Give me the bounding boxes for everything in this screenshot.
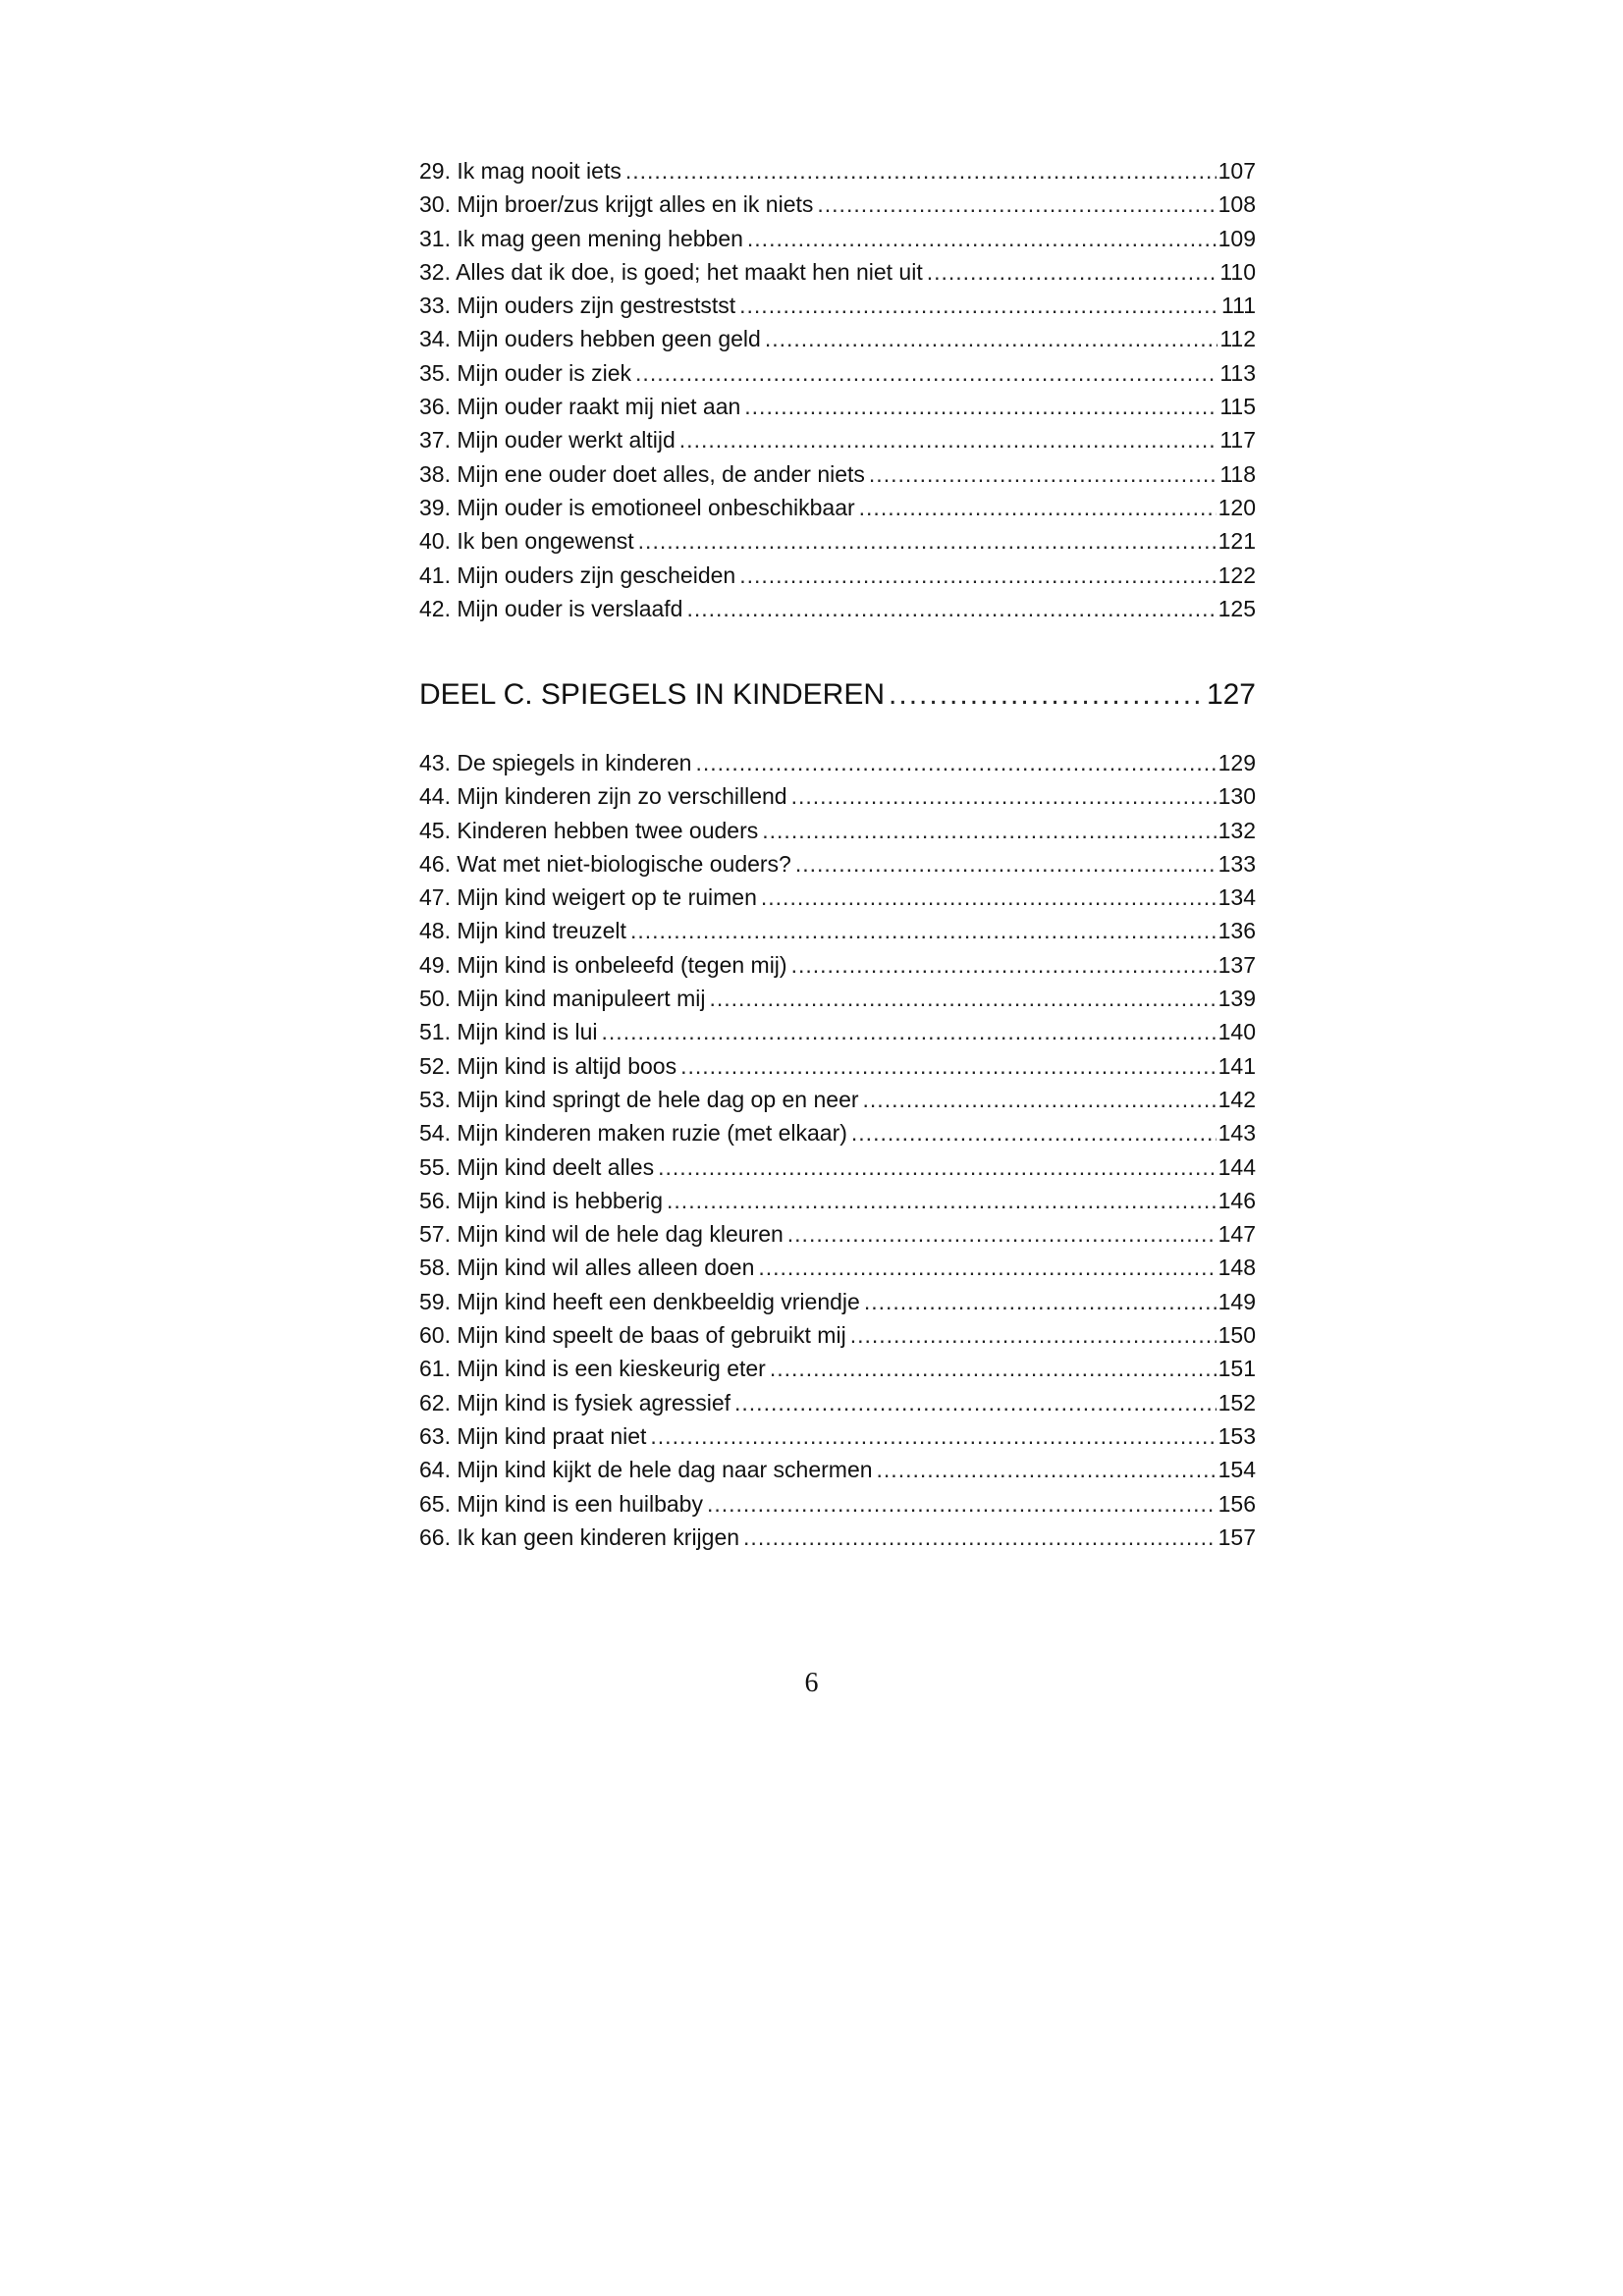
toc-entry[interactable] [419, 1285, 1256, 1318]
toc-entry-page: 151 [1217, 1356, 1256, 1382]
toc-entry-page: 132 [1217, 817, 1256, 843]
toc-entry-page: 117 [1219, 427, 1256, 454]
dot-leader [758, 1251, 1216, 1284]
dot-leader [734, 1386, 1217, 1419]
toc-entry-title: 47. Mijn kind weigert op te ruimen [419, 884, 757, 911]
toc-entry-title: 55. Mijn kind deelt alles [419, 1153, 655, 1180]
toc-entry-title: 33. Mijn ouders zijn gestreststst [419, 293, 736, 319]
dot-leader [739, 289, 1219, 322]
toc-list-part-b [419, 154, 1256, 625]
toc-entry-title: 31. Ik mag geen mening hebben [419, 225, 743, 251]
toc-entry[interactable] [419, 423, 1256, 456]
toc-entry[interactable] [419, 948, 1256, 982]
toc-entry-page: 152 [1217, 1389, 1256, 1415]
toc-entry[interactable] [419, 1521, 1256, 1554]
toc-entry[interactable] [419, 1487, 1256, 1521]
toc-entry-title: 48. Mijn kind treuzelt [419, 918, 626, 944]
toc-entry-page: 129 [1217, 750, 1256, 775]
dot-leader [667, 1184, 1217, 1217]
toc-entry-title: 30. Mijn broer/zus krijgt alles en ik niets [419, 191, 814, 218]
dot-leader [709, 982, 1216, 1015]
toc-entry-page: 130 [1217, 783, 1256, 810]
toc-entry-page: 125 [1217, 595, 1256, 621]
toc-entry[interactable] [419, 491, 1256, 524]
dot-leader [686, 592, 1216, 625]
dot-leader [877, 1453, 1217, 1486]
toc-entry-title: 51. Mijn kind is lui [419, 1019, 598, 1045]
toc-entry-title: 62. Mijn kind is fysiek agressief [419, 1389, 731, 1415]
dot-leader [770, 1352, 1217, 1385]
toc-entry-title: 42. Mijn ouder is verslaafd [419, 595, 683, 621]
page-number: 6 [804, 1668, 819, 1698]
toc-entry-title: 50. Mijn kind manipuleert mij [419, 986, 706, 1012]
dot-leader [602, 1015, 1217, 1048]
toc-entry-page: 157 [1217, 1523, 1256, 1550]
dot-leader [850, 1318, 1217, 1352]
toc-entry-page: 113 [1219, 359, 1256, 386]
dot-leader [791, 948, 1217, 982]
toc-entry-title: 60. Mijn kind speelt de baas of gebruikt mij [419, 1322, 846, 1349]
toc-list-part-c [419, 746, 1256, 1554]
dot-leader [658, 1150, 1217, 1184]
toc-entry-title: 45. Kinderen hebben twee ouders [419, 817, 759, 843]
dot-leader [695, 746, 1216, 779]
toc-entry-title: 46. Wat met niet-biologische ouders? [419, 850, 791, 877]
dot-leader [680, 1049, 1217, 1083]
toc-entry[interactable] [419, 779, 1256, 813]
toc-entry-page: 109 [1217, 225, 1256, 251]
toc-entry-title: 57. Mijn kind wil de hele dag kleuren [419, 1221, 784, 1248]
toc-entry-page: 144 [1217, 1153, 1256, 1180]
toc-entry-title: 53. Mijn kind springt de hele dag op en neer [419, 1086, 859, 1112]
toc-entry-title: 29. Ik mag nooit iets [419, 158, 622, 184]
dot-leader [791, 779, 1217, 813]
toc-entry-page: 154 [1217, 1457, 1256, 1483]
toc-entry[interactable] [419, 1083, 1256, 1116]
toc-entry[interactable] [419, 881, 1256, 914]
toc-entry[interactable] [419, 847, 1256, 881]
toc-entry[interactable] [419, 1419, 1256, 1453]
dot-leader [859, 491, 1217, 524]
toc-entry-title: 63. Mijn kind praat niet [419, 1422, 647, 1449]
dot-leader [707, 1487, 1217, 1521]
dot-leader [650, 1419, 1216, 1453]
dot-leader [869, 457, 1217, 491]
dot-leader [630, 914, 1217, 947]
section-heading-title: DEEL C. SPIEGELS IN KINDEREN [419, 678, 886, 711]
dot-leader [864, 1285, 1217, 1318]
toc-entry[interactable] [419, 1251, 1256, 1284]
toc-entry[interactable] [419, 1386, 1256, 1419]
toc-entry-title: 37. Mijn ouder werkt altijd [419, 427, 676, 454]
toc-entry-page: 142 [1217, 1086, 1256, 1112]
toc-entry-page: 140 [1217, 1019, 1256, 1045]
toc-entry[interactable] [419, 1116, 1256, 1149]
section-heading-page: 127 [1206, 678, 1256, 711]
toc-entry[interactable] [419, 356, 1256, 390]
toc-entry[interactable] [419, 457, 1256, 491]
dot-leader [787, 1217, 1217, 1251]
dot-leader [762, 814, 1216, 847]
toc-entry-page: 153 [1217, 1422, 1256, 1449]
toc-entry-title: 41. Mijn ouders zijn gescheiden [419, 561, 736, 588]
toc-entry-page: 107 [1217, 158, 1256, 184]
toc-entry-title: 66. Ik kan geen kinderen krijgen [419, 1523, 740, 1550]
toc-entry[interactable] [419, 559, 1256, 592]
toc-entry-page: 146 [1217, 1187, 1256, 1213]
toc-entry-page: 118 [1219, 460, 1256, 487]
toc-entry-title: 43. De spiegels in kinderen [419, 750, 692, 775]
toc-entry-title: 49. Mijn kind is onbeleefd (tegen mij) [419, 951, 787, 978]
toc-entry[interactable] [419, 1352, 1256, 1385]
toc-entry-title: 44. Mijn kinderen zijn zo verschillend [419, 783, 787, 810]
dot-leader [795, 847, 1217, 881]
toc-entry[interactable] [419, 814, 1256, 847]
toc-entry-page: 115 [1219, 394, 1256, 420]
toc-entry-page: 139 [1217, 986, 1256, 1012]
dot-leader [679, 423, 1218, 456]
toc-entry-title: 35. Mijn ouder is ziek [419, 359, 632, 386]
toc-entry-page: 121 [1217, 528, 1256, 555]
toc-entry-title: 65. Mijn kind is een huilbaby [419, 1490, 703, 1517]
toc-entry[interactable] [419, 154, 1256, 187]
toc-entry-page: 133 [1217, 850, 1256, 877]
toc-entry[interactable] [419, 390, 1256, 423]
dot-leader [747, 222, 1217, 255]
toc-entry[interactable] [419, 746, 1256, 779]
toc-entry[interactable] [419, 524, 1256, 558]
toc-entry-title: 52. Mijn kind is altijd boos [419, 1052, 677, 1079]
dot-leader [625, 154, 1217, 187]
toc-entry-page: 111 [1221, 293, 1256, 319]
toc-entry-page: 149 [1217, 1288, 1256, 1314]
toc-entry-page: 112 [1219, 326, 1256, 352]
toc-entry-page: 148 [1217, 1255, 1256, 1281]
toc-entry[interactable] [419, 1184, 1256, 1217]
toc-entry-title: 59. Mijn kind heeft een denkbeeldig vriendje [419, 1288, 860, 1314]
dot-leader [863, 1083, 1217, 1116]
toc-entry-page: 156 [1217, 1490, 1256, 1517]
toc-entry-page: 150 [1217, 1322, 1256, 1349]
dot-leader [889, 673, 1205, 717]
dot-leader [743, 1521, 1217, 1554]
toc-entry[interactable] [419, 187, 1256, 221]
dot-leader [635, 356, 1217, 390]
toc-entry-title: 64. Mijn kind kijkt de hele dag naar schermen [419, 1457, 873, 1483]
dot-leader [851, 1116, 1217, 1149]
toc-entry[interactable] [419, 1217, 1256, 1251]
toc-entry[interactable] [419, 592, 1256, 625]
toc-entry-title: 61. Mijn kind is een kieskeurig eter [419, 1356, 766, 1382]
dot-leader [817, 187, 1216, 221]
toc-entry-page: 137 [1217, 951, 1256, 978]
dot-leader [765, 322, 1218, 355]
toc-entry[interactable] [419, 222, 1256, 255]
toc-entry-page: 108 [1217, 191, 1256, 218]
dot-leader [638, 524, 1217, 558]
dot-leader [761, 881, 1217, 914]
toc-entry-page: 120 [1217, 494, 1256, 520]
toc-entry-title: 32. Alles dat ik doe, is goed; het maakt hen niet uit [419, 258, 923, 285]
toc-entry[interactable] [419, 1049, 1256, 1083]
section-heading-deel-c[interactable] [419, 673, 1256, 717]
toc-entry[interactable] [419, 1318, 1256, 1352]
toc-entry-title: 40. Ik ben ongewenst [419, 528, 634, 555]
toc-entry-title: 56. Mijn kind is hebberig [419, 1187, 664, 1213]
toc-entry[interactable] [419, 322, 1256, 355]
dot-leader [927, 255, 1218, 289]
toc-entry[interactable] [419, 914, 1256, 947]
toc-entry-page: 136 [1217, 918, 1256, 944]
toc-entry[interactable] [419, 982, 1256, 1015]
toc-entry[interactable] [419, 1150, 1256, 1184]
toc-entry-title: 54. Mijn kinderen maken ruzie (met elkaar) [419, 1120, 847, 1147]
toc-entry-title: 58. Mijn kind wil alles alleen doen [419, 1255, 755, 1281]
toc-entry-page: 141 [1217, 1052, 1256, 1079]
toc-entry-page: 110 [1219, 258, 1256, 285]
toc-entry-title: 36. Mijn ouder raakt mij niet aan [419, 394, 741, 420]
toc-entry-page: 147 [1217, 1221, 1256, 1248]
toc-entry-title: 34. Mijn ouders hebben geen geld [419, 326, 761, 352]
toc-entry-page: 143 [1217, 1120, 1256, 1147]
toc-entry[interactable] [419, 1015, 1256, 1048]
toc-entry-title: 38. Mijn ene ouder doet alles, de ander niets [419, 460, 865, 487]
dot-leader [739, 559, 1216, 592]
toc-entry[interactable] [419, 289, 1256, 322]
toc-entry[interactable] [419, 255, 1256, 289]
toc-entry-title: 39. Mijn ouder is emotioneel onbeschikbaar [419, 494, 855, 520]
toc-entry[interactable] [419, 1453, 1256, 1486]
toc-entry-page: 122 [1217, 561, 1256, 588]
toc-entry-page: 134 [1217, 884, 1256, 911]
dot-leader [744, 390, 1217, 423]
